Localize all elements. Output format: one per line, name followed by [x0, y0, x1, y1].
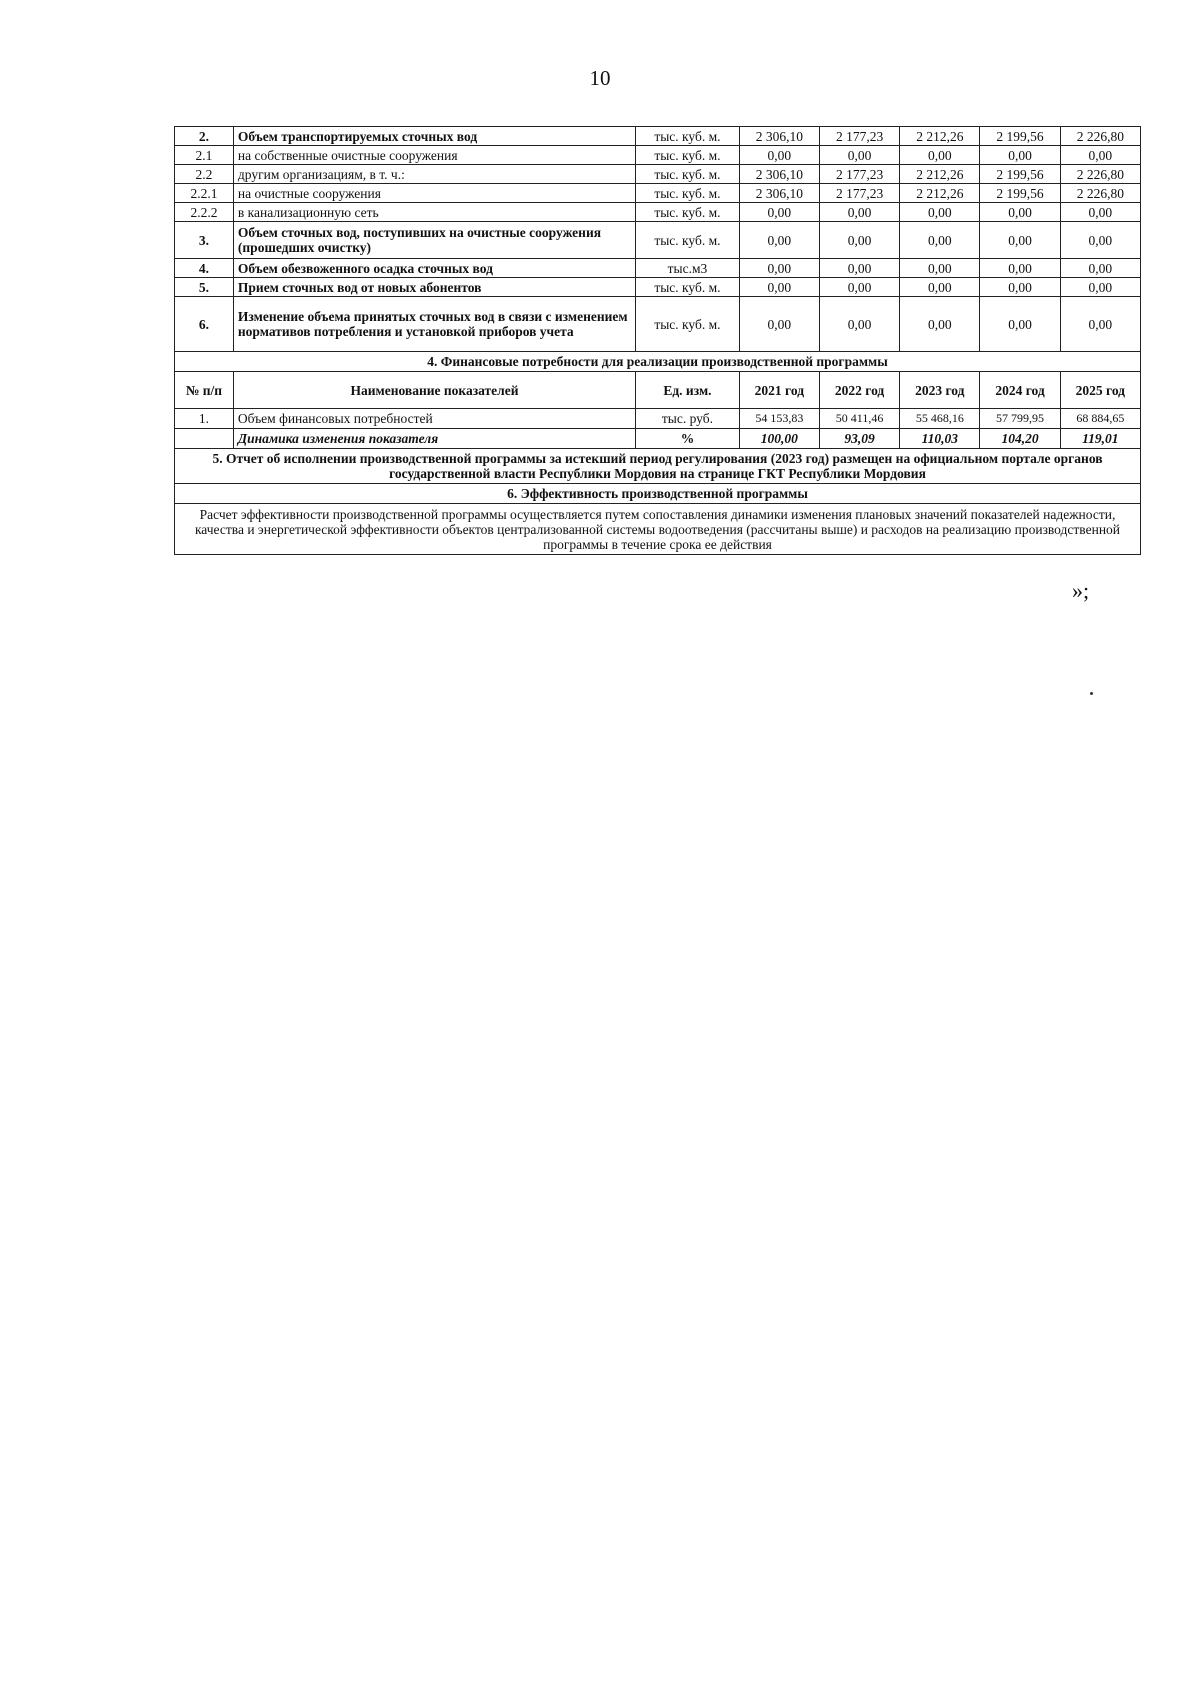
row-unit: тыс. куб. м.: [636, 184, 740, 203]
value-cell: 0,00: [819, 222, 899, 259]
table-row: [175, 259, 1141, 278]
value-cell: 0,00: [900, 297, 980, 352]
row-number: 2.2.2: [175, 203, 234, 222]
row-number: 6.: [175, 297, 234, 352]
indicator-rows: [175, 127, 1141, 352]
value-cell: 0,00: [1060, 259, 1140, 278]
value-cell: 0,00: [980, 259, 1060, 278]
value-cell: 0,00: [980, 146, 1060, 165]
row-number: 4.: [175, 259, 234, 278]
row-name: Объем транспортируемых сточных вод: [233, 127, 635, 146]
section-4-title: 4. Финансовые потребности для реализации производственной программы: [175, 352, 1141, 372]
row-number: 3.: [175, 222, 234, 259]
row-number: 1.: [175, 409, 234, 429]
value-cell: 2 226,80: [1060, 127, 1140, 146]
row-name: на очистные сооружения: [233, 184, 635, 203]
value-cell: 100,00: [739, 429, 819, 449]
table-row: [175, 203, 1141, 222]
section-6-title: 6. Эффективность производственной программы: [175, 484, 1141, 504]
row-number: 2.: [175, 127, 234, 146]
value-cell: 0,00: [819, 203, 899, 222]
header-name: Наименование показателей: [233, 372, 635, 409]
value-cell: 50 411,46: [819, 409, 899, 429]
header-unit: Ед. изм.: [636, 372, 740, 409]
value-cell: 0,00: [900, 146, 980, 165]
row-name: Объем финансовых потребностей: [233, 409, 635, 429]
value-cell: 0,00: [900, 278, 980, 297]
value-cell: 0,00: [1060, 146, 1140, 165]
value-cell: 0,00: [739, 222, 819, 259]
row-name: Изменение объема принятых сточных вод в связи с изменением нормативов потребления и установкой приборов учета: [233, 297, 635, 352]
value-cell: 2 226,80: [1060, 184, 1140, 203]
value-cell: 93,09: [819, 429, 899, 449]
table-row: [175, 278, 1141, 297]
value-cell: 0,00: [900, 259, 980, 278]
value-cell: 0,00: [739, 203, 819, 222]
row-name: Объем сточных вод, поступивших на очистные сооружения (прошедших очистку): [233, 222, 635, 259]
value-cell: 0,00: [739, 297, 819, 352]
row-unit: тыс.м3: [636, 259, 740, 278]
value-cell: 2 177,23: [819, 165, 899, 184]
value-cell: 57 799,95: [980, 409, 1060, 429]
value-cell: 2 226,80: [1060, 165, 1140, 184]
program-table: [174, 126, 1141, 555]
value-cell: 0,00: [819, 278, 899, 297]
row-number: 2.2.1: [175, 184, 234, 203]
row-name: Объем обезвоженного осадка сточных вод: [233, 259, 635, 278]
table-row: [175, 165, 1141, 184]
value-cell: 0,00: [900, 222, 980, 259]
value-cell: 0,00: [819, 259, 899, 278]
row-unit: тыс. куб. м.: [636, 165, 740, 184]
row-number: 2.2: [175, 165, 234, 184]
value-cell: 0,00: [1060, 297, 1140, 352]
header-no: № п/п: [175, 372, 234, 409]
value-cell: 0,00: [819, 297, 899, 352]
value-cell: 2 177,23: [819, 184, 899, 203]
table-row: [175, 127, 1141, 146]
value-cell: 0,00: [980, 203, 1060, 222]
value-cell: 55 468,16: [900, 409, 980, 429]
row-name: Прием сточных вод от новых абонентов: [233, 278, 635, 297]
value-cell: 2 306,10: [739, 165, 819, 184]
row-unit: тыс. куб. м.: [636, 203, 740, 222]
row-name: на собственные очистные сооружения: [233, 146, 635, 165]
value-cell: 54 153,83: [739, 409, 819, 429]
row-unit: тыс. куб. м.: [636, 222, 740, 259]
value-cell: 68 884,65: [1060, 409, 1140, 429]
table-row: [175, 184, 1141, 203]
row-number: [175, 429, 234, 449]
row-unit: тыс. куб. м.: [636, 297, 740, 352]
row-number: 2.1: [175, 146, 234, 165]
value-cell: 104,20: [980, 429, 1060, 449]
value-cell: 0,00: [900, 203, 980, 222]
row-unit: %: [636, 429, 740, 449]
value-cell: 2 306,10: [739, 184, 819, 203]
table-row: [175, 409, 1141, 429]
section-5-text: 5. Отчет об исполнении производственной программы за истекший период регулирования (2023 год) размещен на официальном портале органов государственной власти Республики Мордовия на странице ГКТ Республики Мордовия: [175, 449, 1141, 484]
value-cell: 0,00: [1060, 278, 1140, 297]
header-year: 2024 год: [980, 372, 1060, 409]
value-cell: 0,00: [1060, 222, 1140, 259]
table-row: [175, 146, 1141, 165]
value-cell: 110,03: [900, 429, 980, 449]
value-cell: 2 177,23: [819, 127, 899, 146]
value-cell: 0,00: [1060, 203, 1140, 222]
table-row: [175, 429, 1141, 449]
header-year: 2023 год: [900, 372, 980, 409]
header-year: 2025 год: [1060, 372, 1140, 409]
value-cell: 2 212,26: [900, 184, 980, 203]
header-year: 2021 год: [739, 372, 819, 409]
scan-speck: [1090, 692, 1093, 695]
value-cell: 0,00: [739, 278, 819, 297]
value-cell: 0,00: [980, 297, 1060, 352]
row-number: 5.: [175, 278, 234, 297]
value-cell: 0,00: [739, 259, 819, 278]
closing-quote: »;: [1072, 578, 1090, 603]
row-unit: тыс. куб. м.: [636, 146, 740, 165]
page-number: 10: [589, 66, 611, 90]
value-cell: 0,00: [980, 278, 1060, 297]
row-unit: тыс. руб.: [636, 409, 740, 429]
value-cell: 2 199,56: [980, 184, 1060, 203]
value-cell: 2 212,26: [900, 127, 980, 146]
value-cell: 119,01: [1060, 429, 1140, 449]
row-unit: тыс. куб. м.: [636, 278, 740, 297]
value-cell: 2 212,26: [900, 165, 980, 184]
value-cell: 0,00: [739, 146, 819, 165]
section-6-text: Расчет эффективности производственной программы осуществляется путем сопоставления динамики изменения плановых значений показателей надежности, качества и энергетической эффективности объектов централизованной системы водоотведения (рассчитаны выше) и расходов на реализацию производственной программы в течение срока ее действия: [175, 504, 1141, 555]
row-name: Динамика изменения показателя: [233, 429, 635, 449]
value-cell: 0,00: [819, 146, 899, 165]
value-cell: 0,00: [980, 222, 1060, 259]
row-name: в канализационную сеть: [233, 203, 635, 222]
header-year: 2022 год: [819, 372, 899, 409]
row-unit: тыс. куб. м.: [636, 127, 740, 146]
table-row: [175, 222, 1141, 259]
table-row: [175, 297, 1141, 352]
row-name: другим организациям, в т. ч.:: [233, 165, 635, 184]
value-cell: 2 306,10: [739, 127, 819, 146]
value-cell: 2 199,56: [980, 127, 1060, 146]
value-cell: 2 199,56: [980, 165, 1060, 184]
